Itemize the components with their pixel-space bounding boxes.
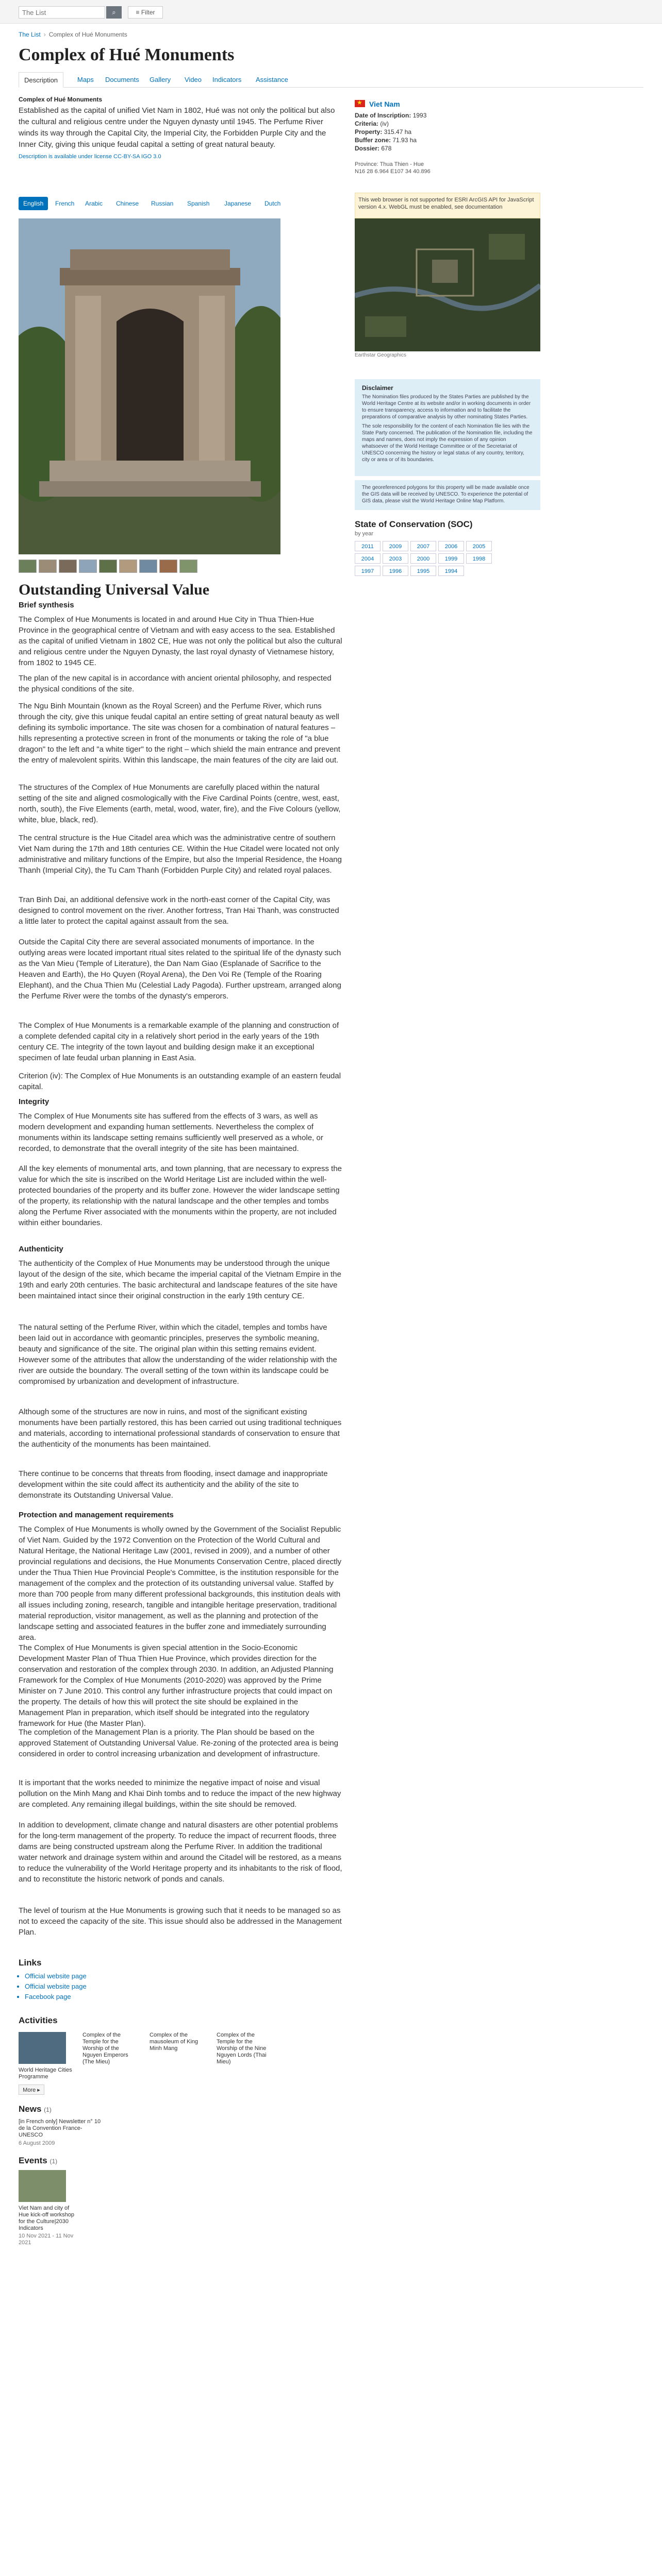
soc-year-link[interactable]: 2011 bbox=[355, 541, 380, 551]
external-link[interactable]: • Official website page bbox=[25, 1981, 87, 1992]
breadcrumb-separator: › bbox=[43, 31, 46, 38]
fact-value: 1993 bbox=[412, 112, 427, 119]
vietnam-flag-icon bbox=[355, 100, 365, 107]
event-image[interactable] bbox=[19, 2170, 66, 2202]
hero-photo[interactable] bbox=[19, 218, 280, 554]
protection-paragraph: In addition to development, climate change and natural disasters are other potential problems for the long-term management of the property. To reduce the impact of recurrent floods, three dams are being constructed upstream along the Perfume River. In addition the traditional water network and drainage system within and around the Citadel will be restored, as a means to reduce the vulnerability of the World Heritage property and its inhabitants to the risk of flood, and to reconstitute the historic network of ponds and canals. bbox=[19, 1821, 342, 1884]
soc-year-link[interactable]: 1999 bbox=[438, 553, 464, 564]
fact-label: Date of Inscription: bbox=[355, 112, 411, 119]
authenticity-paragraph: The natural setting of the Perfume River, within which the citadel, temples and tombs have been laid out in accordance with geomantic principles, preserves the symbolic meaning, beauty and significance of the site. The original plan within this setting remains evident. However some of the attributes that allow the understanding of the wider relationship with the river are outside the boundary. The overall setting of the town within its landscape could be compromised by urbanization and development of infrastructure. bbox=[19, 1323, 337, 1386]
search-button[interactable] bbox=[106, 6, 122, 19]
province-text: Province: Thua Thien - Hue bbox=[355, 161, 424, 167]
protection-paragraph: It is important that the works needed to minimize the negative impact of noise and visual pollution on the Minh Mang and Khai Dinh tombs and to reduce the impact of the new highway are completed. Any remaining illegal buildings, within the site should be removed. bbox=[19, 1778, 341, 1809]
lang-dutch[interactable]: Dutch bbox=[264, 200, 281, 207]
search-icon: ⌕ bbox=[112, 8, 116, 16]
lang-arabic[interactable]: Arabic bbox=[85, 200, 103, 207]
coordinates-text: N16 28 6.964 E107 34 40.896 bbox=[355, 168, 431, 175]
events-heading bbox=[19, 2156, 57, 2166]
authenticity-paragraph: The authenticity of the Complex of Hue Monuments may be understood through the unique layout of the design of the site, which became the imperial capital of the Vietnam Empire in the 19th and early 20th centuries. The basic architectural and landscape features of the site have been maintained intact since their original construction in the early 19th century CE. bbox=[19, 1259, 341, 1300]
integrity-paragraph: The Complex of Hue Monuments site has suffered from the effects of 3 wars, as well as modern development and expanding human settlements. Nevertheless the complex of monuments within its landscape setting remains sufficiently well preserved as a whole, or recorded, to demonstrate that the overall integrity of the site has been maintained. bbox=[19, 1112, 323, 1153]
location-info bbox=[355, 161, 431, 175]
tab-gallery[interactable]: Gallery bbox=[150, 76, 171, 83]
soc-year-link[interactable]: 2004 bbox=[355, 553, 380, 564]
map-illustration bbox=[355, 218, 540, 351]
activity-title[interactable]: Complex of the mausoleum of King Minh Mang bbox=[150, 2032, 198, 2052]
soc-year-link[interactable]: 2007 bbox=[410, 541, 436, 551]
activity-title[interactable]: World Heritage Cities Programme bbox=[19, 2067, 72, 2080]
intro-text: Established as the capital of unified Viet Nam in 1802, Hué was not only the political but also the cultural and religious centre under the Nguyen dynasty until 1945. The Perfume River winds its way through the Capital City, the Imperial City, the Forbidden Purple City and the Inner City, giving this unique feudal capital a setting of great natural beauty. bbox=[19, 106, 335, 149]
intro-section bbox=[19, 96, 342, 160]
tab-documents[interactable]: Documents bbox=[105, 76, 139, 83]
thumbnail[interactable] bbox=[119, 560, 137, 573]
ouv-paragraph: The central structure is the Hue Citadel area which was the administrative centre of southern Viet Nam during the 17th and 18th centuries CE. Within the Hue Citadel were located not only administrative and military functions of the Empire, but also the Imperial Residence, the Hoang Thanh (Imperial City), the Tu Cam Thanh (Forbidden Purple City) and related royal palaces. bbox=[19, 834, 342, 875]
breadcrumb-root-link[interactable]: The List bbox=[19, 31, 41, 38]
integrity-heading: Integrity bbox=[19, 1097, 49, 1106]
satellite-map[interactable] bbox=[355, 218, 540, 351]
links-heading: Links bbox=[19, 1958, 42, 1968]
links-list bbox=[25, 1971, 87, 2002]
authenticity-heading: Authenticity bbox=[19, 1245, 63, 1253]
ouv-paragraph: The plan of the new capital is in accordance with ancient oriental philosophy, and respected the physical conditions of the site. bbox=[19, 674, 332, 693]
soc-year-link[interactable]: 1994 bbox=[438, 566, 464, 576]
ouv-paragraph: Outside the Capital City there are several associated monuments of importance. In the outlying areas were located important ritual sites related to the spiritual life of the dynasty such as the Van Mieu (Temple of Literature), the Dan Nam Giao (Esplanade of Sacrifice to the Heaven and Earth), the Ho Quyen (Royal Arena), the Den Voi Re (Temple of the Roaring Elephant), and the Chua Thien Mu (Celestial Lady Pagoda). Further upstream, arranged along the Perfume River were the tombs of the dynasty's emperors. bbox=[19, 938, 341, 1001]
disclaimer-box bbox=[355, 379, 540, 476]
disclaimer-text: The Nomination files produced by the States Parties are published by the World Heritage Centre at its website and/or in working documents in order to ensure transparency, access to information and to facilitate the preparations of comparative analysis by other nominating States Parties. bbox=[362, 394, 531, 420]
hero-gate-illustration bbox=[19, 218, 280, 554]
filter-button[interactable]: ≡ Filter bbox=[128, 6, 163, 19]
protection-heading: Protection and management requirements bbox=[19, 1511, 174, 1519]
tab-description[interactable]: Description bbox=[19, 72, 63, 88]
soc-year-link[interactable]: 1998 bbox=[466, 553, 492, 564]
star-icon: ★ bbox=[357, 99, 362, 106]
news-count: (1) bbox=[44, 2106, 52, 2113]
ouv-paragraph: The Complex of Hue Monuments is a remarkable example of the planning and construction of a complete defended capital city in a relatively short period in the early years of the 19th century CE. The integrity of the town layout and building design make it an exceptional specimen of late feudal urban planning in East Asia. bbox=[19, 1021, 339, 1062]
ouv-heading: Outstanding Universal Value bbox=[19, 581, 210, 598]
authenticity-paragraph: Although some of the structures are now in ruins, and most of the significant existing monuments have been partially restored, this has been carried out using traditional techniques and materials, according to international professional standards of conservation to ensure that the authenticity of the monuments has been maintained. bbox=[19, 1408, 342, 1449]
external-link[interactable]: • Facebook page bbox=[25, 1992, 87, 2002]
external-link[interactable]: • Official website page bbox=[25, 1971, 87, 1981]
protection-paragraph: The level of tourism at the Hue Monuments is growing such that it needs to be managed so as not to exceed the capacity of the site. This issue should also be addressed in the Management Plan. bbox=[19, 1906, 342, 1937]
soc-year-link[interactable]: 2006 bbox=[438, 541, 464, 551]
lang-french[interactable]: French bbox=[55, 200, 75, 207]
disclaimer-title: Disclaimer bbox=[362, 384, 393, 392]
activity-title[interactable]: Complex of the Temple for the Worship of the Nine Nguyen Lords (Thai Mieu) bbox=[217, 2032, 267, 2065]
photo-thumbnails bbox=[19, 560, 280, 574]
fact-value: 315.47 ha bbox=[384, 128, 412, 135]
fact-value: 71.93 ha bbox=[392, 137, 417, 144]
protection-paragraph: The Complex of Hue Monuments is given special attention in the Socio-Economic Development Master Plan of Thua Thien Hue Province, which provides direction for the conservation and restoration of the complex through 2030. In addition, an Adjusted Planning Framework for the Complex of Hue Monuments (2010-2020) was approved by the Prime Minister on 7 June 2010. This control any further infrastructure projects that could impact on the property. The details of how this will protect the site should be explained in the Management Plan in preparation, which itself should be integrated into the regulatory framework for Hue (the Master Plan). bbox=[19, 1643, 334, 1728]
soc-heading: State of Conservation (SOC) bbox=[355, 519, 473, 529]
events-count: (1) bbox=[49, 2158, 58, 2165]
fact-value: 678 bbox=[381, 145, 392, 152]
news-heading bbox=[19, 2104, 52, 2114]
authenticity-paragraph: There continue to be concerns that threats from flooding, insect damage and inappropriate development within the site could affect its authenticity and the ability of the site to demonstrate its Outstanding Universal Value. bbox=[19, 1469, 328, 1500]
tab-assistance[interactable]: Assistance bbox=[256, 76, 288, 83]
ouv-paragraph: The Ngu Binh Mountain (known as the Royal Screen) and the Perfume River, which runs through the city, give this unique feudal capital an entire setting of great natural beauty as well defining its symbolic importance. The site was chosen for a combination of natural features – hills representing a protective screen in front of the monuments or taking the role of "a blue dragon" to the left and "a white tiger" to the right – which shield the main entrance and prevent the entry of malevolent spirits. Within this landscape, the main features of the city are laid out. bbox=[19, 702, 340, 765]
language-switcher bbox=[19, 197, 328, 210]
news-heading-text: News bbox=[19, 2104, 42, 2114]
tab-indicators[interactable]: Indicators bbox=[212, 76, 242, 83]
tab-maps[interactable]: Maps bbox=[77, 76, 94, 83]
event-title[interactable]: Viet Nam and city of Hue kick-off workshop for the Culture|2030 Indicators bbox=[19, 2205, 75, 2231]
lang-spanish[interactable]: Spanish bbox=[187, 200, 210, 207]
lang-japanese[interactable]: Japanese bbox=[224, 200, 252, 207]
news-item[interactable]: [in French only] Newsletter n° 10 de la Convention France-UNESCO bbox=[19, 2119, 101, 2138]
events-heading-text: Events bbox=[19, 2156, 47, 2165]
map-browser-warning: This web browser is not supported for ESRI ArcGIS API for JavaScript version 4.x. WebGL must be enabled, see documentation bbox=[355, 193, 540, 218]
soc-year-link[interactable]: 1995 bbox=[410, 566, 436, 576]
thumbnail[interactable] bbox=[139, 560, 157, 573]
tab-video[interactable]: Video bbox=[185, 76, 202, 83]
thumbnail[interactable] bbox=[99, 560, 117, 573]
ouv-paragraph: Tran Binh Dai, an additional defensive work in the north-east corner of the Capital City, was designed to control movement on the river. Another fortress, Tran Hai Thanh, was constructed a little later to protect the capital against assault from the sea. bbox=[19, 895, 339, 926]
soc-year-link[interactable]: 2000 bbox=[410, 553, 436, 564]
thumbnail[interactable] bbox=[19, 560, 37, 573]
activities-heading: Activities bbox=[19, 2015, 58, 2025]
lang-russian[interactable]: Russian bbox=[151, 200, 174, 207]
event-date: 10 Nov 2021 - 11 Nov 2021 bbox=[19, 2233, 74, 2246]
thumbnail[interactable] bbox=[59, 560, 77, 573]
search-input[interactable] bbox=[19, 6, 105, 19]
soc-subheading: by year bbox=[355, 531, 374, 537]
soc-year-link[interactable]: 2003 bbox=[383, 553, 408, 564]
news-date: 6 August 2009 bbox=[19, 2140, 55, 2146]
site-facts bbox=[355, 111, 426, 152]
more-activities-button[interactable]: More ▸ bbox=[19, 2084, 44, 2095]
intro-heading: Complex of Hué Monuments bbox=[19, 96, 103, 103]
integrity-paragraph: All the key elements of monumental arts, and town planning, that are necessary to express the value for which the site is inscribed on the World Heritage List are included within the well-protected boundaries of the property and its buffer zone. However the wider landscape setting of the property, its relationship with the natural landscape and the other temples and tombs along the Perfume River associated with the monuments within the property, are not included within either boundaries. bbox=[19, 1164, 342, 1227]
breadcrumb bbox=[19, 31, 127, 38]
disclaimer-text: The sole responsibility for the content of each Nomination file lies with the State Party concerned. The publication of the Nomination file, including the maps and names, does not imply the expression of any opinion whatsoever of the World Heritage Committee or of the Secretariat of UNESCO concerning the history or legal status of any country, territory, city or area or of its boundaries. bbox=[362, 423, 533, 463]
activity-image[interactable] bbox=[19, 2032, 66, 2064]
soc-year-link[interactable]: 2005 bbox=[466, 541, 492, 551]
breadcrumb-current: Complex of Hué Monuments bbox=[48, 31, 127, 38]
gis-note: The georeferenced polygons for this property will be made available once the GIS data will be received by UNESCO. To experience the potential of GIS data, please visit the World Heritage Online Map Platform. bbox=[355, 480, 540, 510]
thumbnail[interactable] bbox=[179, 560, 197, 573]
fact-label: Property: bbox=[355, 128, 383, 135]
top-bar bbox=[0, 0, 662, 24]
criterion-text: Criterion (iv): The Complex of Hue Monuments is an outstanding example of an eastern feudal capital. bbox=[19, 1072, 341, 1091]
license-link[interactable]: Description is available under license CC-BY-SA IGO 3.0 bbox=[19, 154, 161, 160]
lang-chinese[interactable]: Chinese bbox=[116, 200, 139, 207]
page-title: Complex of Hué Monuments bbox=[19, 45, 235, 64]
thumbnail[interactable] bbox=[159, 560, 177, 573]
activity-title[interactable]: Complex of the Temple for the Worship of the Nguyen Emperors (The Mieu) bbox=[82, 2032, 128, 2065]
synthesis-heading: Brief synthesis bbox=[19, 601, 74, 609]
fact-label: Dossier: bbox=[355, 145, 380, 152]
ouv-paragraph: The Complex of Hue Monuments is located in and around Hue City in Thua Thien-Hue Province in the geographical centre of Vietnam and with easy access to the sea. Established as the capital of unified Vietnam in 1802 CE, Hue was not only the political but also the cultural and religious centre under the Nguyen Dynasty, the last royal dynasty of Vietnamese history, from 1802 to 1945 CE. bbox=[19, 615, 342, 667]
map-caption: Earthstar Geographics bbox=[355, 352, 407, 358]
tab-bar bbox=[19, 72, 643, 88]
ouv-paragraph: The structures of the Complex of Hue Monuments are carefully placed within the natural setting of the site and aligned cosmologically with the Five Cardinal Points (centre, west, east, north, south), the Five Elements (earth, metal, wood, water, fire), and the Five Colours (yellow, white, blue, black, red). bbox=[19, 783, 341, 824]
protection-paragraph: The Complex of Hue Monuments is wholly owned by the Government of the Socialist Republic of Viet Nam. Guided by the 1972 Convention on the Protection of the World Cultural and Natural Heritage, the National Heritage Law (2001, revised in 2009), and a number of other provincial regulations and decisions, the Hue Monuments Conservation Centre, placed directly under the Thua Thien Hue Provincial People's Committee, is the institution responsible for the management of the complex and the protection of its outstanding universal value. Staffed by more than 700 people from many different professional backgrounds, this institution deals with all issues including zoning, research, tangible and intangible heritage preservation, traditional material reproduction, visitor management, as well as the planning and protection of the landscape setting and associated features in the buffer zone and immediately surrounding area. bbox=[19, 1525, 342, 1642]
fact-label: Criteria: bbox=[355, 120, 379, 127]
thumbnail[interactable] bbox=[79, 560, 97, 573]
soc-year-link[interactable]: 2009 bbox=[383, 541, 408, 551]
country-link[interactable]: Viet Nam bbox=[369, 100, 400, 108]
fact-value: (iv) bbox=[380, 120, 389, 127]
fact-label: Buffer zone: bbox=[355, 137, 391, 144]
soc-year-link[interactable]: 1996 bbox=[383, 566, 408, 576]
soc-year-link[interactable]: 1997 bbox=[355, 566, 380, 576]
lang-english[interactable]: English bbox=[19, 197, 48, 210]
thumbnail[interactable] bbox=[39, 560, 57, 573]
protection-paragraph: The completion of the Management Plan is a priority. The Plan should be based on the approved Statement of Outstanding Universal Value. Re-zoning of the protected area is being considered in order to control increasing urbanization and development of infrastructure. bbox=[19, 1728, 339, 1758]
